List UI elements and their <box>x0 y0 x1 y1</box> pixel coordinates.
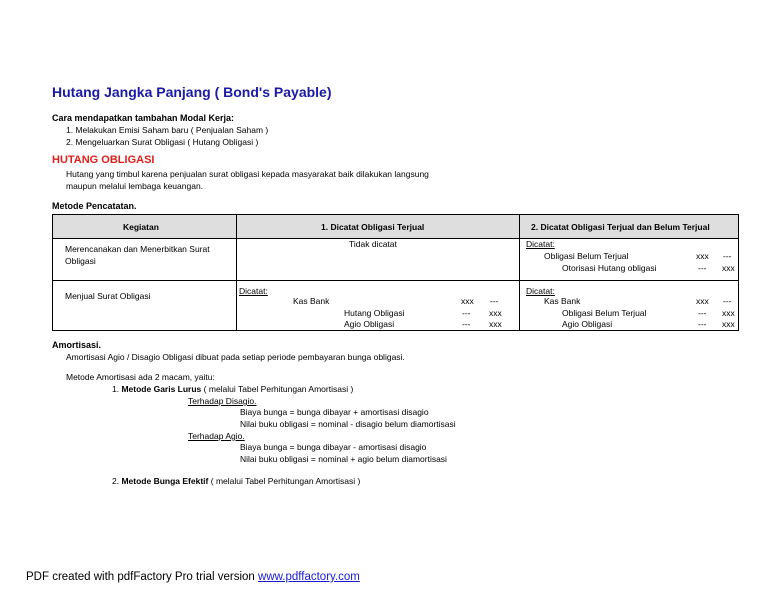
col-divider-2 <box>519 215 520 330</box>
metode-2-desc: ( melalui Tabel Perhitungan Amortisasi ) <box>210 476 361 486</box>
header-kegiatan: Kegiatan <box>123 222 159 232</box>
metode-garis-lurus <box>112 384 353 394</box>
row1-col2-line-1-debit: xxx <box>696 251 709 261</box>
row2-col1-line-3-credit: xxx <box>489 319 502 329</box>
metode-1-number: 1. <box>112 384 120 394</box>
cara-item-1: 1. Melakukan Emisi Saham baru ( Penjualan Saham ) <box>66 125 269 135</box>
row2-col2-label: Dicatat: <box>526 286 555 296</box>
row2-col1-line-3-debit: --- <box>462 319 471 329</box>
row1-kegiatan-line-2: Obligasi <box>65 256 96 266</box>
row2-col2-line-3-debit: --- <box>698 319 707 329</box>
metode-bunga-efektif <box>112 476 360 486</box>
row1-col2-line-2-credit: xxx <box>722 263 735 273</box>
col-divider-1 <box>236 215 237 330</box>
row2-col2-line-1-credit: --- <box>723 296 732 306</box>
pencatatan-table <box>52 214 739 331</box>
row2-col1-line-3: Agio Obligasi <box>344 319 395 329</box>
hutang-obligasi-heading: HUTANG OBLIGASI <box>52 154 155 166</box>
row1-col2-line-2-debit: --- <box>698 263 707 273</box>
amortisasi-heading: Amortisasi. <box>52 340 102 350</box>
row2-col1-line-1: Kas Bank <box>293 296 330 306</box>
row1-col2-label: Dicatat: <box>526 239 555 249</box>
agio-line-1: Biaya bunga = bunga dibayar - amortisasi disagio <box>240 442 427 452</box>
row2-col1-line-1-debit: xxx <box>461 296 474 306</box>
disagio-line-2: Nilai buku obligasi = nominal - disagio belum diamortisasi <box>240 419 456 429</box>
metode-pencatatan-heading: Metode Pencatatan. <box>52 201 137 211</box>
row2-col2-line-1-debit: xxx <box>696 296 709 306</box>
disagio-line-1: Biaya bunga = bunga dibayar + amortisasi disagio <box>240 407 429 417</box>
hutang-definition-line-2: maupun melalui lembaga keuangan. <box>66 181 204 191</box>
footer-text: PDF created with pdfFactory Pro trial version <box>26 571 255 583</box>
pdffactory-link[interactable]: www.pdffactory.com <box>258 571 360 583</box>
terhadap-agio-label: Terhadap Agio. <box>188 431 245 441</box>
row-divider <box>53 280 738 281</box>
hutang-definition-line-1: Hutang yang timbul karena penjualan surat obligasi kepada masyarakat baik dilakukan langsung <box>66 169 429 179</box>
metode-2-number: 2. <box>112 476 120 486</box>
row2-col1-line-2: Hutang Obligasi <box>344 308 405 318</box>
cara-heading: Cara mendapatkan tambahan Modal Kerja: <box>52 113 235 123</box>
row2-col1-line-1-credit: --- <box>490 296 499 306</box>
metode-1-desc: ( melalui Tabel Perhitungan Amortisasi ) <box>203 384 354 394</box>
row2-col2-line-3: Agio Obligasi <box>562 319 613 329</box>
row2-col1-label: Dicatat: <box>239 286 268 296</box>
row2-col2-line-2: Obligasi Belum Terjual <box>562 308 647 318</box>
pdf-footer <box>26 571 360 583</box>
amortisasi-line-1: Amortisasi Agio / Disagio Obligasi dibuat pada setiap periode pembayaran bunga obligasi. <box>66 352 405 362</box>
cara-item-2: 2. Mengeluarkan Surat Obligasi ( Hutang Obligasi ) <box>66 137 259 147</box>
row2-col1-line-2-debit: --- <box>462 308 471 318</box>
amortisasi-line-2: Metode Amortisasi ada 2 macam, yaitu: <box>66 372 215 382</box>
row2-kegiatan: Menjual Surat Obligasi <box>65 291 151 301</box>
row2-col1-line-2-credit: xxx <box>489 308 502 318</box>
row2-col2-line-3-credit: xxx <box>722 319 735 329</box>
page-title: Hutang Jangka Panjang ( Bond's Payable) <box>52 84 332 100</box>
row1-tidak-dicatat: Tidak dicatat <box>349 239 397 249</box>
agio-line-2: Nilai buku obligasi = nominal + agio belum diamortisasi <box>240 454 447 464</box>
metode-2-name: Metode Bunga Efektif <box>121 476 209 486</box>
row1-col2-line-1: Obligasi Belum Terjual <box>544 251 629 261</box>
terhadap-disagio-label: Terhadap Disagio. <box>188 396 257 406</box>
metode-1-name: Metode Garis Lurus <box>121 384 202 394</box>
row1-col2-line-2: Otorisasi Hutang obligasi <box>562 263 657 273</box>
header-dicatat-terjual-belum: 2. Dicatat Obligasi Terjual dan Belum Terjual <box>531 222 710 232</box>
row2-col2-line-2-credit: xxx <box>722 308 735 318</box>
row1-kegiatan-line-1: Merencanakan dan Menerbitkan Surat <box>65 244 210 254</box>
row1-col2-line-1-credit: --- <box>723 251 732 261</box>
row2-col2-line-1: Kas Bank <box>544 296 581 306</box>
header-dicatat-terjual: 1. Dicatat Obligasi Terjual <box>321 222 425 232</box>
row2-col2-line-2-debit: --- <box>698 308 707 318</box>
